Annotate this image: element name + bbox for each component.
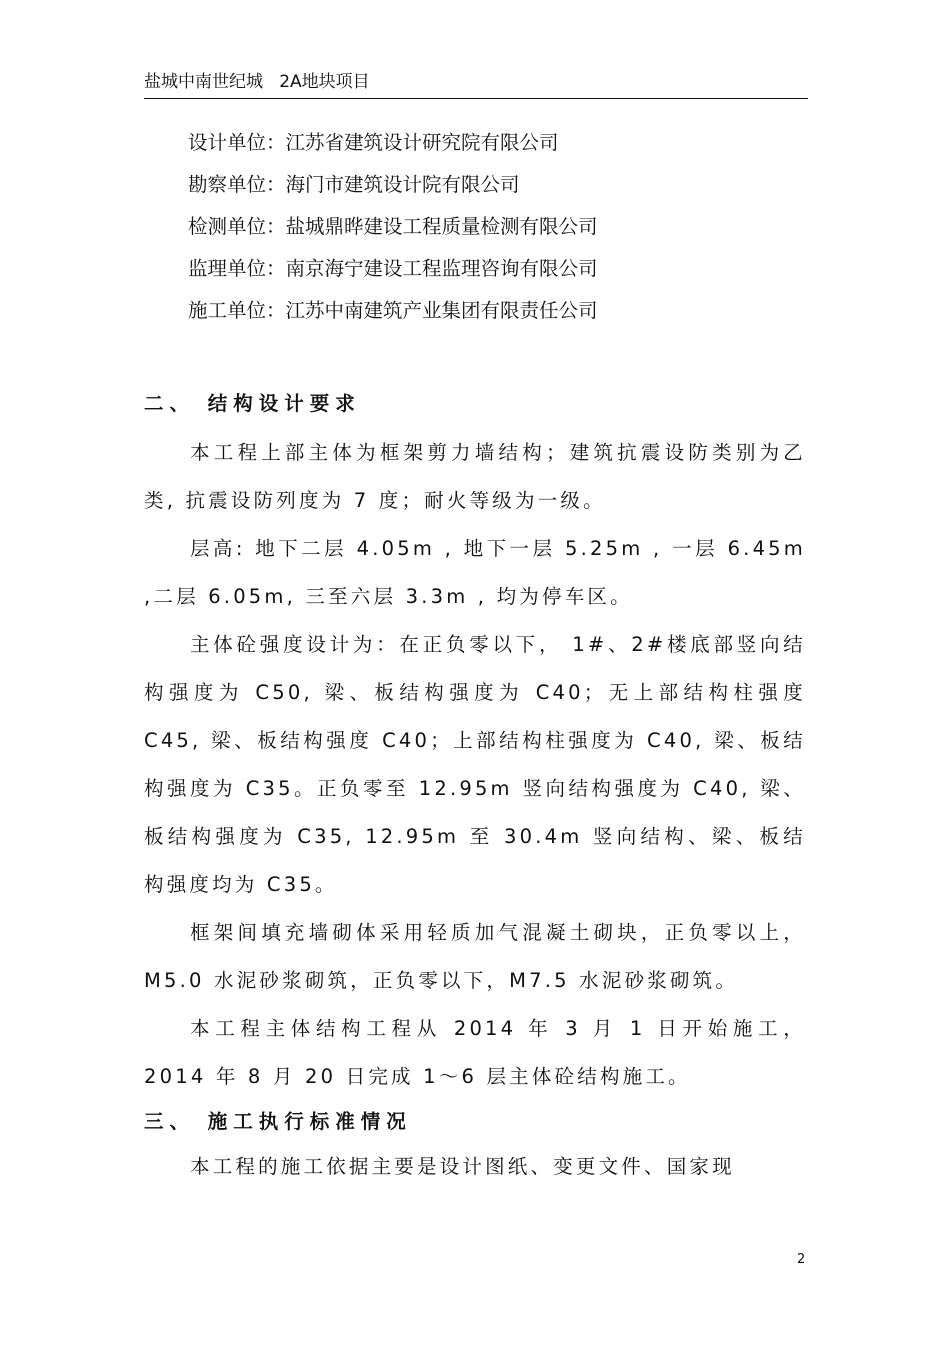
construction-unit: 施工单位：江苏中南建筑产业集团有限责任公司 — [188, 299, 598, 322]
section-heading-structural-design: 二、 结构设计要求 — [144, 392, 361, 415]
paragraph-construction-basis: 本工程的施工依据主要是设计图纸、变更文件、国家现 — [190, 1155, 735, 1178]
design-unit: 设计单位：江苏省建筑设计研究院有限公司 — [188, 131, 559, 154]
page-header: 盐城中南世纪城 2A地块项目 — [144, 68, 808, 99]
supervision-unit: 监理单位：南京海宁建设工程监理咨询有限公司 — [188, 257, 598, 280]
testing-unit: 检测单位：盐城鼎晔建设工程质量检测有限公司 — [188, 215, 598, 238]
units-list — [188, 126, 788, 336]
survey-unit: 勘察单位：海门市建筑设计院有限公司 — [188, 173, 520, 196]
paragraph-floor-heights: 层高: 地下二层 4.05m , 地下一层 5.25m , 一层 6.45m ,二层 6.05m, 三至六层 3.3m , 均为停车区。 — [144, 537, 806, 608]
paragraph-structure-type: 本工程上部主体为框架剪力墙结构；建筑抗震设防类别为乙类, 抗震设防列度为 7 度；耐火等级为一级。 — [144, 441, 806, 512]
document-body — [144, 383, 806, 1191]
paragraph-concrete-strength: 主体砼强度设计为：在正负零以下， 1#、2#楼底部竖向结构强度为 C50, 梁、板结构强度为 C40；无上部结构柱强度 C45, 梁、板结构强度 C40；上部结构柱强度为 C40, 梁、板结构强度为 C35。正负零至 12.95m 竖向结构强度为 C40, 梁、板结构强度为 C35, 12.95m 至 30.4m 竖向结构、梁、板结构强度均为 C35。 — [144, 633, 806, 896]
paragraph-construction-schedule: 本工程主体结构工程从 2014 年 3 月 1 日开始施工，2014 年 8 月 20 日完成 1～6 层主体砼结构施工。 — [144, 1017, 806, 1088]
paragraph-infill-masonry: 框架间填充墙砌体采用轻质加气混凝土砌块，正负零以上， M5.0 水泥砂浆砌筑，正负零以下，M7.5 水泥砂浆砌筑。 — [144, 921, 806, 992]
page-number: 2 — [797, 1252, 806, 1267]
section-heading-construction-standards: 三、 施工执行标准情况 — [144, 1110, 412, 1133]
